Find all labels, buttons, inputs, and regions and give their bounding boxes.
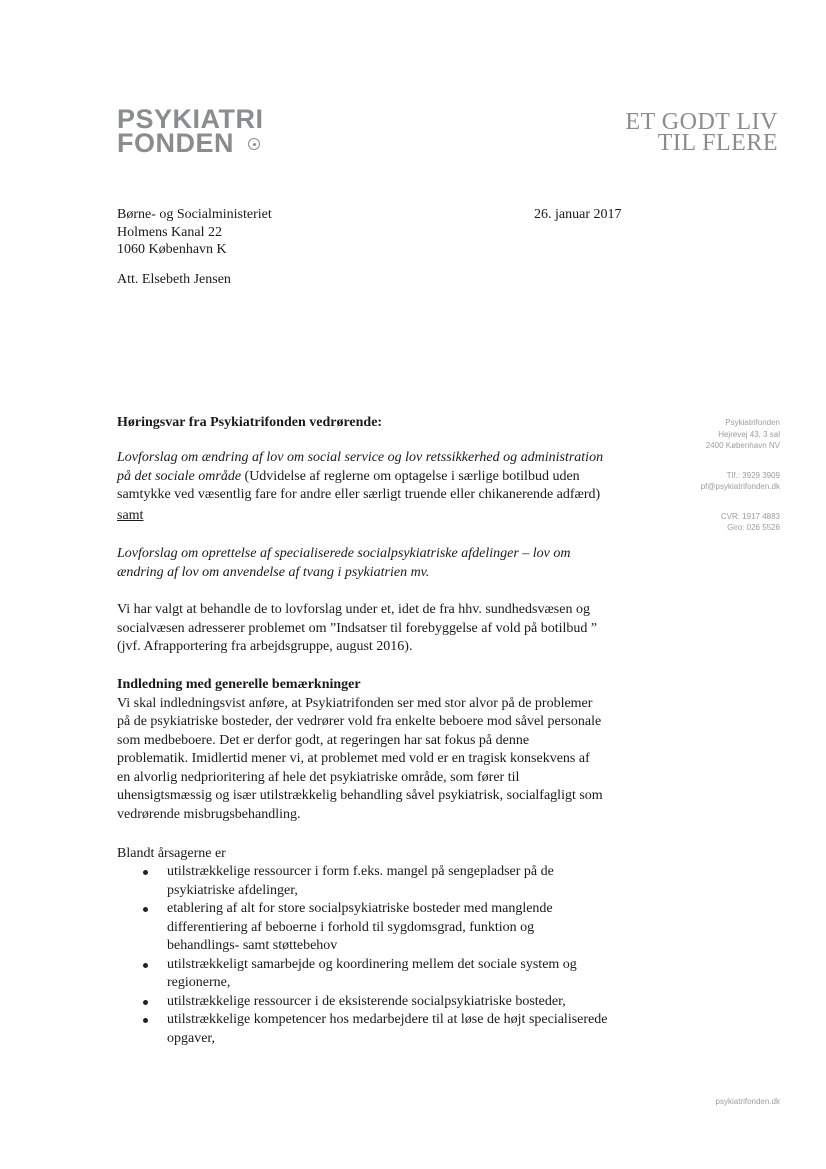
tagline (558, 109, 778, 156)
sender-address-2: 2400 København NV (705, 441, 780, 450)
list-item-line: etablering af alt for store socialpsykiatriske bosteder med manglende (167, 901, 553, 916)
bill-2-line-1: Lovforslag om oprettelse af specialiserede socialpsykiatriske afdelinger – lov om (117, 546, 571, 561)
section-line: Vi skal indledningsvist anføre, at Psykiatrifonden ser med stor alvor på de problemer (117, 695, 593, 711)
section-line: en alvorlig nedprioritering af hele det psykiatriske område, som fører til (117, 769, 520, 785)
letter-date: 26. januar 2017 (534, 207, 622, 222)
list-item (140, 956, 640, 993)
sender-phone: Tlf.: 3929 3909 (726, 470, 780, 480)
list-item-line: psykiatriske afdelinger, (167, 882, 298, 898)
recipient-line-3: 1060 København K (117, 242, 227, 257)
list-item-line: utilstrækkeligt samarbejde og koordinering mellem det sociale system og (167, 956, 577, 972)
sender-email: pf@psykiatrifonden.dk (700, 482, 780, 491)
section-general-remarks (117, 676, 603, 824)
intro-line-1: Vi har valgt at behandle de to lovforslag under et, idet de fra hhv. sundhedsvæsen og (117, 602, 590, 617)
list-item (140, 863, 640, 900)
logo-line-1: PSYKIATRI (117, 104, 264, 134)
list-item-line: differentiering af beboerne i forhold til sygdomsgrad, funktion og (167, 919, 535, 935)
list-item (140, 900, 640, 956)
logo-circle-icon (248, 138, 260, 150)
subject-heading: Høringsvar fra Psykiatrifonden vedrørende: (117, 415, 383, 430)
recipient-line-1: Børne- og Socialministeriet (117, 207, 272, 222)
bill-2-line-2: ændring af lov om anvendelse af tvang i psykiatrien mv. (117, 564, 430, 580)
samt-label: samt (117, 508, 144, 523)
causes-intro: Blandt årsagerne er (117, 846, 226, 861)
list-item-line: utilstrækkelige kompetencer hos medarbejdere til at løse de højt specialiserede (167, 1012, 608, 1027)
sender-address-1: Hejrevej 43, 3 sal (718, 429, 780, 439)
intro-line-2: socialvæsen adresserer problemet om ”Indsatser til forebyggelse af vold på botilbud ” (117, 620, 598, 636)
tagline-line-1: ET GODT LIV (625, 109, 778, 135)
tagline-line-2: TIL FLERE (657, 130, 778, 156)
list-item-line: utilstrækkelige ressourcer i de eksisterende socialpsykiatriske bosteder, (167, 993, 566, 1009)
causes-list (140, 863, 640, 1048)
list-item-line: utilstrækkelige ressourcer i form f.eks. mangel på sengepladser på de (167, 864, 554, 879)
section-line: vedrørende misbrugsbehandling. (117, 806, 301, 822)
list-item-line: opgaver, (167, 1030, 216, 1046)
logo-line-2-text: FONDEN (117, 128, 234, 158)
section-line: som medbeboere. Det er derfor godt, at regeringen har sat fokus på denne (117, 732, 530, 748)
bill-1-line-2 (117, 468, 637, 487)
logo-line-2 (117, 128, 264, 158)
bill-1-line-1: Lovforslag om ændring af lov om social service og lov retssikkerhed og administration (117, 450, 604, 465)
recipient-att: Att. Elsebeth Jensen (117, 272, 231, 287)
logo (117, 104, 264, 158)
footer-url: psykiatrifonden.dk (715, 1097, 780, 1106)
recipient-address (117, 206, 272, 259)
bill-1 (117, 449, 637, 505)
bill-1-line-3: samtykke ved væsentlig fare for andre eller særligt truende eller chikanerende adfærd) (117, 487, 601, 502)
sender-name: Psykiatrifonden (725, 418, 780, 427)
section-line: på de psykiatriske bosteder, der vedrører vold fra enkelte beboere mod såvel personale (117, 714, 602, 729)
section-line: uhensigtsmæssig og især utilstrækkelig behandling såvel psykiatrisk, socialfagligt som (117, 788, 603, 803)
section-heading: Indledning med generelle bemærkninger (117, 677, 361, 692)
sender-cvr: CVR: 1917 4883 (720, 511, 780, 521)
section-line: problematik. Imidlertid mener vi, at problemet med vold er en tragisk konsekvens af (117, 751, 590, 766)
bill-1-line-2-rest: (Udvidelse af reglerne om optagelse i særlige botilbud uden (241, 468, 580, 484)
list-item-line: behandlings- samt støttebehov (167, 938, 338, 953)
intro-line-3: (jvf. Afrapportering fra arbejdsgruppe, august 2016). (117, 639, 413, 654)
intro-paragraph (117, 601, 597, 657)
recipient-line-2: Holmens Kanal 22 (117, 224, 222, 240)
sender-giro: Giro: 026 5526 (727, 523, 780, 532)
bill-1-line-2-italic: på det sociale område (117, 468, 242, 484)
bill-2 (117, 545, 571, 582)
list-item-line: regionerne, (167, 975, 231, 990)
list-item (140, 1011, 640, 1048)
list-item (140, 993, 640, 1012)
sender-info (640, 417, 780, 534)
